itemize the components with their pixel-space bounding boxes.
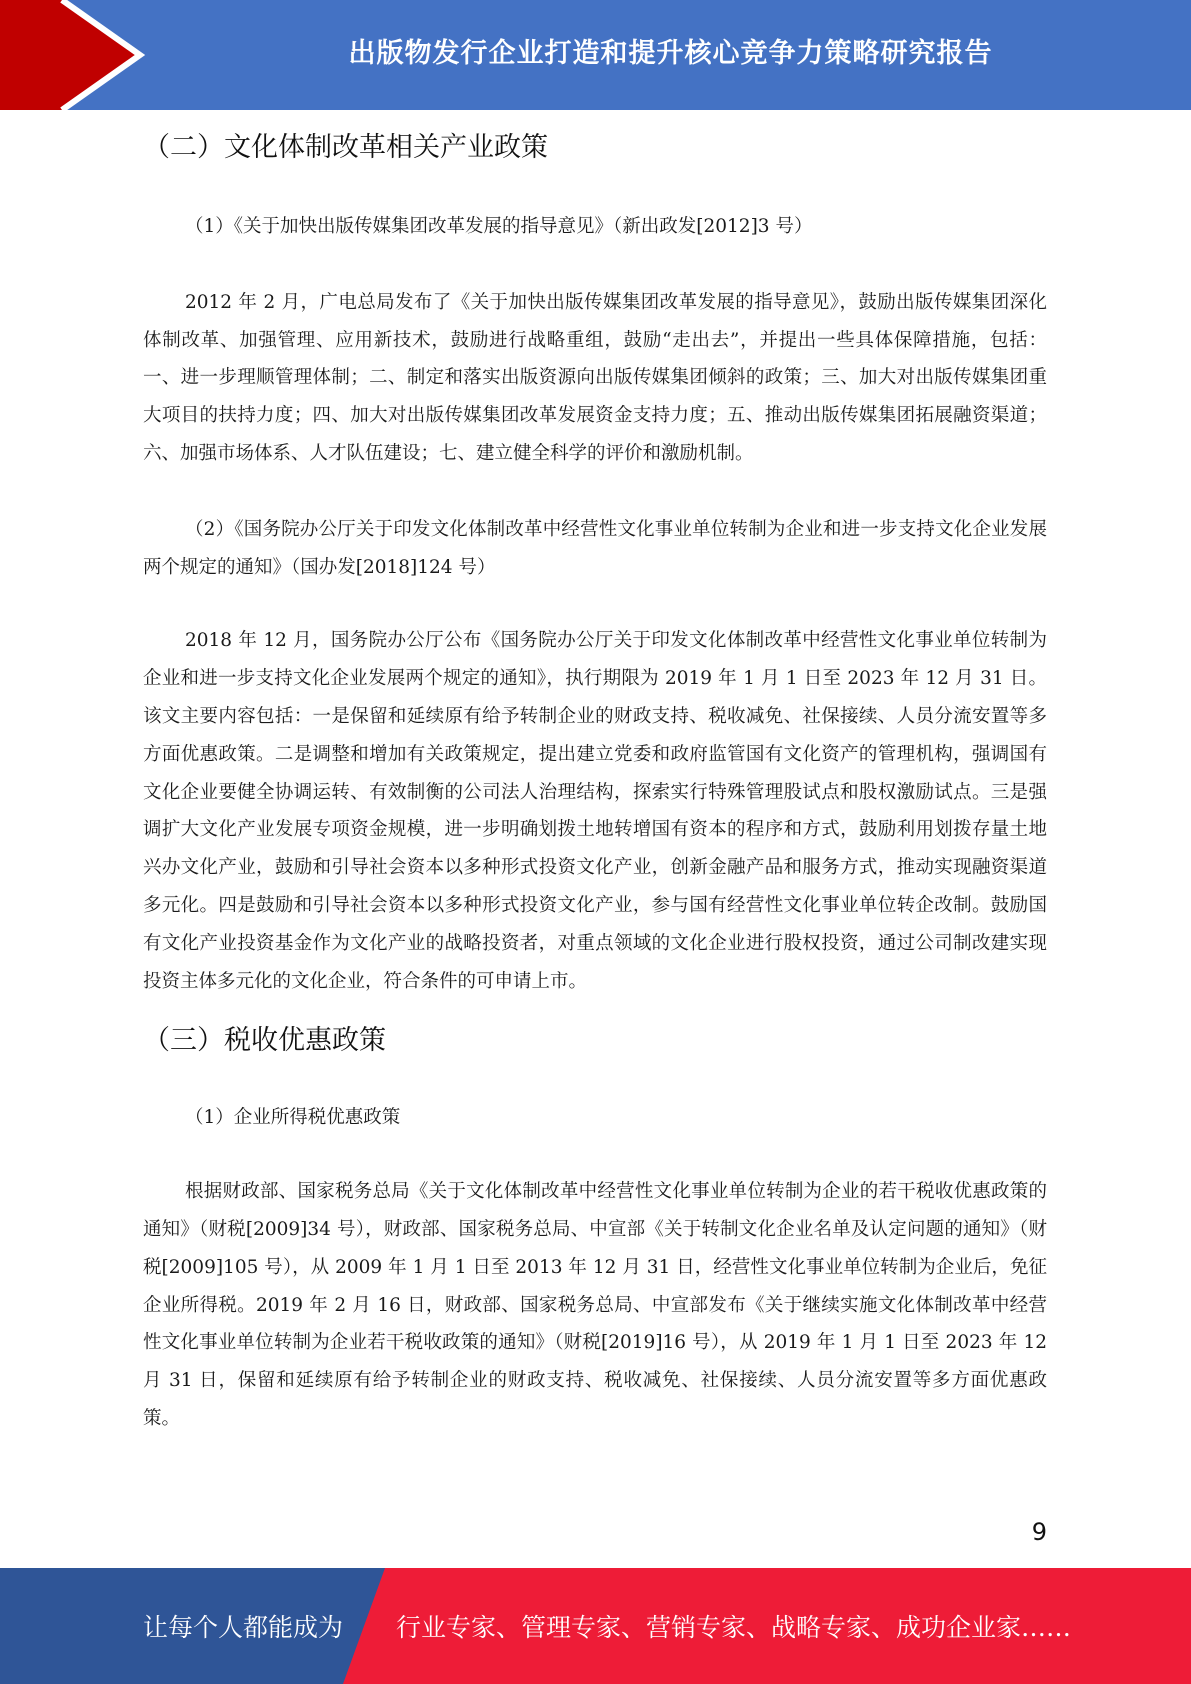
item-title-2: （2）《国务院办公厅关于印发文化体制改革中经营性文化事业单位转制为企业和进一步支持文化企业发展两个规定的通知》（国办发[2018]124 号） [143, 518, 1047, 578]
footer-slogan-left: 让每个人都能成为 [143, 1613, 344, 1642]
item-title-3: （1）企业所得税优惠政策 [185, 1107, 401, 1129]
page-footer [0, 1568, 1191, 1684]
report-title: 出版物发行企业打造和提升核心竞争力策略研究报告 [348, 37, 993, 69]
item-body-3: 根据财政部、国家税务总局《关于文化体制改革中经营性文化事业单位转制为企业的若干税收优惠政策的通知》（财税[2009]34 号），财政部、国家税务总局、中宣部《关于转制文化企业名单及认定问题的通知》（财税[2009]105 号），从 2009 年 1 月 1 日至 2013 年 12 月 31 日，经营性文化事业单位转制为企业后，免征企业所得税。2019 年 2 月 16 日，财政部、国家税务总局、中宣部发布《关于继续实施文化体制改革中经营性文化事业单位转制为企业若干税收政策的通知》（财税[2019]16 号），从 2019 年 1 月 1 日至 2023 年 12 月 31 日，保留和延续原有给予转制企业的财政支持、税收减免、社保接续、人员分流安置等多方面优惠政策。 [143, 1181, 1047, 1429]
item-body-2: 2018 年 12 月，国务院办公厅公布《国务院办公厅关于印发文化体制改革中经营性文化事业单位转制为企业和进一步支持文化企业发展两个规定的通知》，执行期限为 2019 年 1 月 1 日至 2023 年 12 月 31 日。该文主要内容包括：一是保留和延续原有给予转制企业的财政支持、税收减免、社保接续、人员分流安置等多方面优惠政策。二是调整和增加有关政策规定，提出建立党委和政府监管国有文化资产的管理机构，强调国有文化企业要健全协调运转、有效制衡的公司法人治理结构，探索实行特殊管理股试点和股权激励试点。三是强调扩大文化产业发展专项资金规模，进一步明确划拨土地转增国有资本的程序和方式，鼓励利用划拨存量土地兴办文化产业，鼓励和引导社会资本以多种形式投资文化产业，创新金融产品和服务方式，推动实现融资渠道多元化。四是鼓励和引导社会资本以多种形式投资文化产业，参与国有经营性文化事业单位转企改制。鼓励国有文化产业投资基金作为文化产业的战略投资者，对重点领域的文化企业进行股权投资，通过公司制改建实现投资主体多元化的文化企业，符合条件的可申请上市。 [143, 630, 1047, 992]
item-title-1: （1）《关于加快出版传媒集团改革发展的指导意见》（新出政发[2012]3 号） [185, 216, 813, 237]
item-body-1: 2012 年 2 月，广电总局发布了《关于加快出版传媒集团改革发展的指导意见》，鼓励出版传媒集团深化体制改革、加强管理、应用新技术，鼓励进行战略重组，鼓励“走出去”，并提出一些具体保障措施，包括：一、进一步理顺管理体制；二、制定和落实出版资源向出版传媒集团倾斜的政策；三、加大对出版传媒集团重大项目的扶持力度；四、加大对出版传媒集团改革发展资金支持力度；五、推动出版传媒集团拓展融资渠道；六、加强市场体系、人才队伍建设；七、建立健全科学的评价和激励机制。 [143, 291, 1047, 464]
section-heading-2: （二）文化体制改革相关产业政策 [143, 132, 548, 163]
page-number: 9 [1031, 1518, 1047, 1546]
footer-slogan-right: 行业专家、管理专家、营销专家、战略专家、成功企业家…… [396, 1613, 1072, 1642]
page-header [0, 0, 1191, 110]
document-body [143, 128, 1047, 1438]
section-heading-3: （三）税收优惠政策 [143, 1025, 386, 1057]
